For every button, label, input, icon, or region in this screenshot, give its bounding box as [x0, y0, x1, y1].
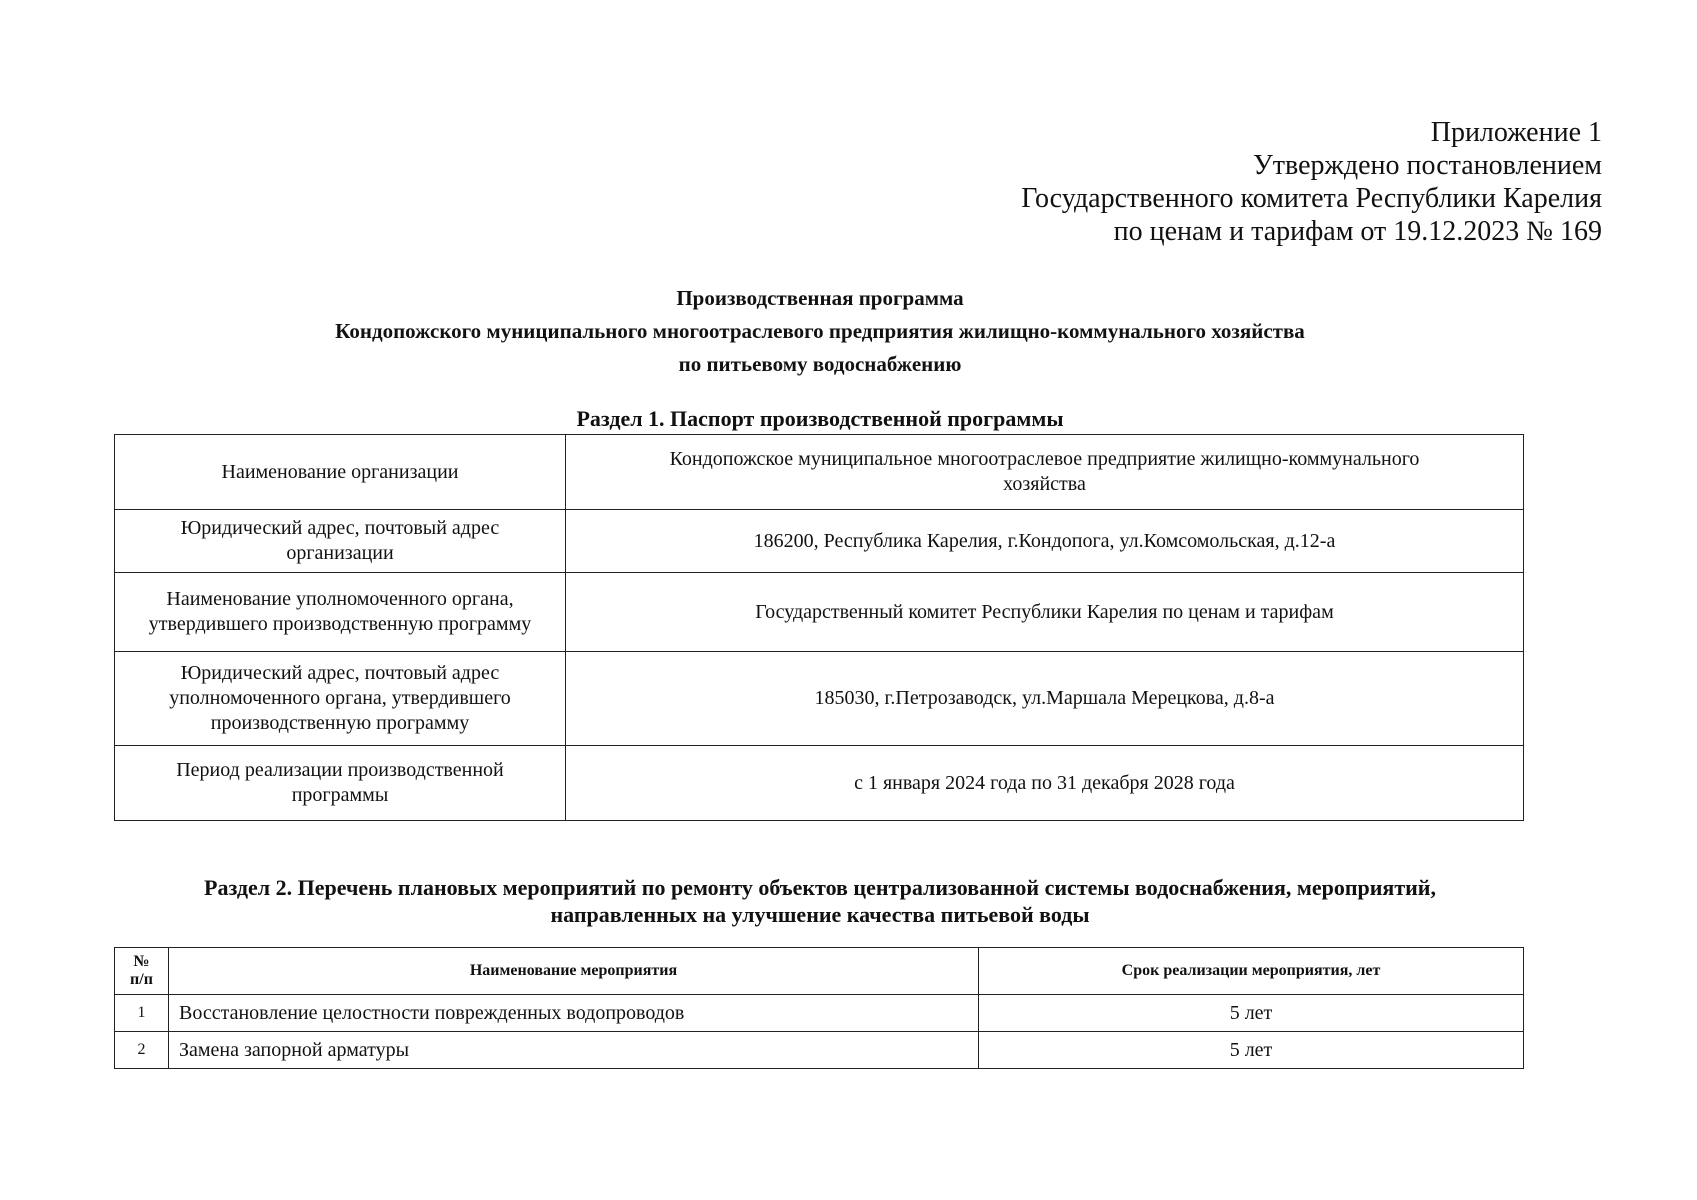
section2-heading-line: Раздел 2. Перечень плановых мероприятий по ремонту объектов централизованной системы водоснабжения, мероприятий, — [204, 875, 1436, 900]
passport-value — [566, 435, 1524, 510]
passport-label-text: Период реализации производственной — [176, 759, 504, 781]
passport-value — [566, 573, 1524, 652]
passport-value — [566, 746, 1524, 821]
passport-value-text: Кондопожское муниципальное многоотраслевое предприятие жилищно-коммунального — [669, 448, 1420, 470]
measure-name: Замена запорной арматуры — [169, 1032, 979, 1069]
column-header-name: Наименование мероприятия — [169, 948, 979, 995]
title-line-subject: по питьевому водоснабжению — [678, 352, 962, 376]
section2-heading-line: направленных на улучшение качества питьевой воды — [550, 902, 1090, 927]
passport-label — [115, 510, 566, 573]
passport-label-text: Юридический адрес, почтовый адрес — [180, 662, 500, 684]
measure-number: 2 — [115, 1032, 169, 1069]
approval-committee-line: Государственного комитета Республики Карелия — [1021, 183, 1602, 214]
passport-value — [566, 652, 1524, 746]
measures-header-row — [115, 948, 1524, 995]
passport-row-authority-address — [115, 652, 1524, 746]
passport-row-authority-name — [115, 573, 1524, 652]
column-header-number — [115, 948, 169, 995]
title-line-program: Производственная программа — [676, 286, 964, 310]
column-header-term: Срок реализации мероприятия, лет — [979, 948, 1524, 995]
passport-label — [115, 746, 566, 821]
passport-label — [115, 435, 566, 510]
passport-label-text: программы — [291, 784, 389, 806]
passport-value-text: 186200, Республика Карелия, г.Кондопога, ул.Комсомольская, д.12-а — [753, 529, 1336, 552]
measure-term: 5 лет — [979, 1032, 1524, 1069]
measures-table — [114, 947, 1524, 1069]
section2-heading — [0, 874, 1640, 928]
passport-label-text: Наименование уполномоченного органа, — [166, 588, 514, 610]
approval-appendix-line: Приложение 1 — [1430, 117, 1602, 148]
approval-date-number-line: по ценам и тарифам от 19.12.2023 № 169 — [1113, 216, 1602, 247]
table-row — [115, 1032, 1524, 1069]
passport-value-text: хозяйства — [1003, 473, 1086, 495]
passport-value — [566, 510, 1524, 573]
passport-label-text: производственную программу — [210, 712, 470, 734]
passport-label — [115, 573, 566, 652]
passport-value-text: с 1 января 2024 года по 31 декабря 2028 года — [854, 771, 1235, 794]
passport-label-text: Наименование организации — [221, 460, 459, 483]
table-row — [115, 995, 1524, 1032]
passport-value-text: 185030, г.Петрозаводск, ул.Маршала Мерецкова, д.8-а — [814, 687, 1275, 709]
passport-label-text: Юридический адрес, почтовый адрес — [180, 517, 500, 539]
passport-label-text: утвердившего производственную программу — [148, 613, 532, 635]
measure-term: 5 лет — [979, 995, 1524, 1032]
passport-label-text: уполномоченного органа, утвердившего — [169, 687, 511, 709]
section1-heading: Раздел 1. Паспорт производственной программы — [576, 406, 1064, 431]
passport-value-text: Государственный комитет Республики Карелия по ценам и тарифам — [755, 600, 1334, 623]
title-line-enterprise: Кондопожского муниципального многоотраслевого предприятия жилищно-коммунального хозяйства — [335, 319, 1305, 343]
passport-row-organization-address — [115, 510, 1524, 573]
column-header-number-text: п/п — [130, 971, 153, 988]
measure-number: 1 — [115, 995, 169, 1032]
passport-label-text: организации — [286, 542, 394, 564]
measure-name: Восстановление целостности поврежденных водопроводов — [169, 995, 979, 1032]
document-title — [0, 282, 1640, 381]
approval-block — [1021, 116, 1602, 248]
passport-table — [114, 434, 1524, 821]
passport-row-organization-name — [115, 435, 1524, 510]
passport-row-period — [115, 746, 1524, 821]
column-header-number-text: № — [133, 953, 150, 970]
passport-label — [115, 652, 566, 746]
approval-approved-line: Утверждено постановлением — [1252, 150, 1602, 181]
